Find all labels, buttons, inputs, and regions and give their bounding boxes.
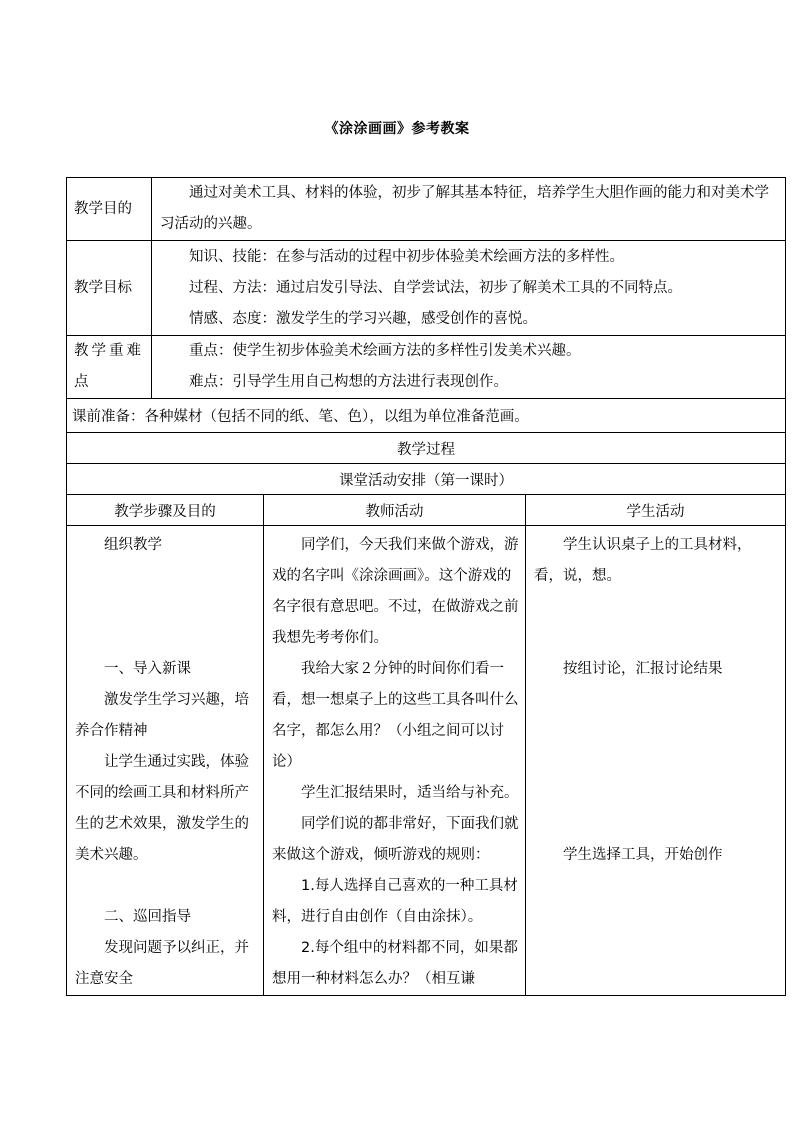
step-guide: 二、巡回指导 xyxy=(104,909,191,925)
goals-label: 教学目标 xyxy=(67,241,152,336)
teacher-question: 我给大家２分钟的时间你们看一看，想一想桌子上的这些工具各叫什么名字，都怎么用？（小组之间可以讨论） xyxy=(272,661,519,770)
objective-text: 通过对美术工具、材料的体验，初步了解其基本特征，培养学生大胆作画的能力和对美术学习活动的兴趣。 xyxy=(160,185,769,232)
objective-row xyxy=(67,178,786,241)
key-point: 重点：使学生初步体验美术绘画方法的多样性引发美术兴趣。 xyxy=(189,343,581,359)
key-points-cell xyxy=(152,336,786,399)
student-column-header: 学生活动 xyxy=(526,495,786,526)
objective-cell xyxy=(152,178,786,241)
teacher-rule-2: 2.每个组中的材料都不同，如果都想用一种材料怎么办？（相互谦 xyxy=(272,940,518,987)
lesson-header-row xyxy=(67,464,786,495)
step-organize: 组织教学 xyxy=(104,537,162,553)
teacher-column-header: 教师活动 xyxy=(264,495,526,526)
lesson-header: 课堂活动安排（第一课时） xyxy=(67,464,786,495)
teacher-supplement: 学生汇报结果时，适当给与补充。 xyxy=(301,785,519,801)
teacher-rule-1: 1.每人选择自己喜欢的一种工具材料，进行自由创作（自由涂抹）。 xyxy=(272,878,518,925)
process-header-row xyxy=(67,433,786,464)
goals-row xyxy=(67,241,786,336)
teacher-rules-intro: 同学们说的都非常好，下面我们就来做这个游戏，倾听游戏的规则： xyxy=(272,816,519,863)
teacher-opening: 同学们，今天我们来做个游戏，游戏的名字叫《涂涂画画》。这个游戏的名字很有意思吧。不过，在做游戏之前我想先考考你们。 xyxy=(272,537,519,646)
process-content-row xyxy=(67,526,786,996)
student-activity-2: 按组讨论，汇报讨论结果 xyxy=(563,661,723,677)
goal-process: 过程、方法：通过启发引导法、自学尝试法，初步了解美术工具的不同特点。 xyxy=(189,279,682,296)
lesson-plan-table xyxy=(66,177,786,996)
goal-emotion: 情感、态度：激发学生的学习兴趣，感受创作的喜悦。 xyxy=(189,310,537,327)
key-points-row xyxy=(67,336,786,399)
process-header: 教学过程 xyxy=(67,433,786,464)
step-intro-detail: 让学生通过实践，体验不同的绘画工具和材料所产生的艺术效果，激发学生的美术兴趣。 xyxy=(75,754,249,863)
key-points-label: 教学重难点 xyxy=(67,336,152,399)
student-activity-3: 学生选择工具，开始创作 xyxy=(563,847,723,863)
student-cell xyxy=(526,526,786,996)
objective-label: 教学目的 xyxy=(67,178,152,241)
preparation-text: 课前准备：各种媒材（包括不同的纸、笔、色），以组为单位准备范画。 xyxy=(67,399,786,433)
difficult-point: 难点：引导学生用自己构想的方法进行表现创作。 xyxy=(189,374,508,390)
goal-knowledge: 知识、技能：在参与活动的过程中初步体验美术绘画方法的多样性。 xyxy=(189,248,624,265)
goals-cell xyxy=(152,241,786,336)
step-intro-goal: 激发学生学习兴趣，培养合作精神 xyxy=(75,692,249,739)
steps-cell xyxy=(67,526,264,996)
step-guide-goal: 发现问题予以纠正，并注意安全 xyxy=(75,940,249,987)
page-title: 《涂涂画画》参考教案 xyxy=(324,121,470,137)
steps-column-header: 教学步骤及目的 xyxy=(67,495,264,526)
preparation-row xyxy=(67,399,786,433)
student-activity-1: 学生认识桌子上的工具材料，看，说，想。 xyxy=(534,537,752,584)
step-intro: 一、导入新课 xyxy=(104,661,191,677)
teacher-cell xyxy=(264,526,526,996)
process-columns-row xyxy=(67,495,786,526)
